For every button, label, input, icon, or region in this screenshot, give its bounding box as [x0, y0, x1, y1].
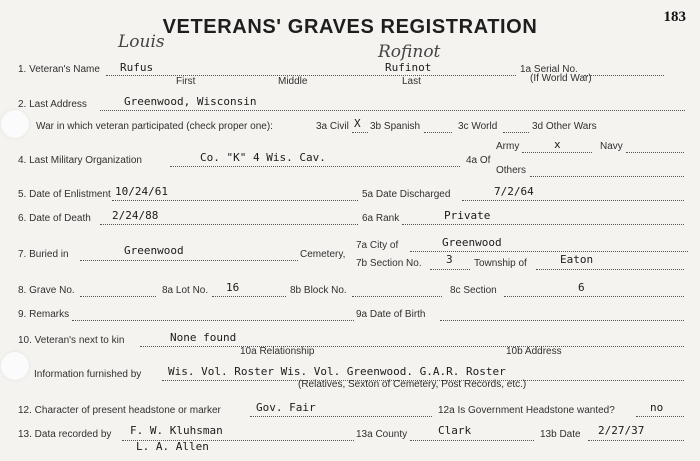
label-other-wars: 3d Other Wars — [532, 121, 597, 132]
others-line — [530, 176, 684, 177]
date-of-birth-line — [440, 320, 684, 321]
label-last: Last — [402, 76, 421, 87]
label-city: 7a City of — [356, 240, 399, 251]
value-furnished: Wis. Vol. Roster Wis. Vol. Greenwood. G.A.R. Roster — [168, 365, 506, 378]
label-relationship: 10a Relationship — [240, 346, 315, 357]
label-others: Others — [496, 165, 527, 176]
value-township: Eaton — [560, 253, 594, 266]
city-line — [410, 251, 688, 252]
label-cemetery: Cemetery, — [300, 249, 346, 260]
next-of-kin-line — [140, 346, 684, 347]
label-lot-no: 8a Lot No. — [162, 285, 209, 296]
lot-no-line — [212, 296, 286, 297]
value-city: Greenwood — [442, 236, 502, 249]
enlistment-line — [112, 200, 358, 201]
label-war-participated: War in which veteran participated (check proper one): — [36, 121, 273, 132]
value-county: Clark — [438, 424, 472, 437]
handwritten-last-name: Rofinot — [378, 42, 441, 62]
section-line — [504, 296, 684, 297]
value-lot: 16 — [226, 281, 240, 294]
rank-line — [402, 224, 684, 225]
govt-wanted-line — [636, 416, 684, 417]
label-address: 10b Address — [506, 346, 562, 357]
label-middle: Middle — [278, 76, 308, 87]
date-line — [588, 440, 684, 441]
value-military-org: Co. "K" 4 Wis. Cav. — [200, 151, 326, 164]
value-section-no: 3 — [446, 253, 453, 266]
value-first-name: Rufus — [120, 61, 154, 74]
world-line — [503, 132, 529, 133]
value-govt-wanted: no — [650, 401, 664, 414]
value-army-mark: x — [554, 138, 561, 151]
page-number: 183 — [663, 9, 686, 25]
label-buried-in: 7. Buried in — [18, 249, 69, 260]
county-line — [410, 440, 534, 441]
value-date: 2/27/37 — [598, 424, 645, 437]
label-information-furnished: Information furnished by — [34, 369, 142, 380]
value-recorded-by-1: F. W. Kluhsman — [130, 424, 223, 437]
spanish-line — [424, 132, 452, 133]
navy-line — [626, 152, 684, 153]
grave-no-line — [80, 296, 156, 297]
section-no-line — [430, 269, 470, 270]
value-last-name: Rufinot — [385, 61, 432, 74]
value-civil-mark: X — [354, 117, 361, 130]
value-enlistment: 10/24/61 — [115, 185, 168, 198]
value-buried: Greenwood — [124, 244, 184, 257]
label-death: 6. Date of Death — [18, 213, 91, 224]
label-headstone: 12. Character of present headstone or marker — [18, 405, 221, 416]
label-section: 8c Section — [450, 285, 497, 296]
label-last-military-org: 4. Last Military Organization — [18, 155, 142, 166]
township-line — [536, 269, 684, 270]
value-recorded-by-2: L. A. Allen — [136, 440, 209, 453]
label-date-of-birth: 9a Date of Birth — [356, 309, 426, 320]
label-serial-no: 1a Serial No. — [520, 64, 578, 75]
label-discharged: 5a Date Discharged — [362, 189, 451, 200]
label-first: First — [176, 76, 196, 87]
label-govt-headstone-wanted: 12a Is Government Headstone wanted? — [438, 405, 615, 416]
label-navy: Navy — [600, 141, 623, 152]
value-headstone: Gov. Fair — [256, 401, 316, 414]
block-no-line — [352, 296, 442, 297]
buried-line — [80, 260, 298, 261]
civil-line — [352, 132, 368, 133]
veteran-name-line — [106, 75, 516, 76]
label-county: 13a County — [356, 429, 408, 440]
label-remarks: 9. Remarks — [18, 309, 70, 320]
label-recorded-by: 13. Data recorded by — [18, 429, 112, 440]
label-grave-no: 8. Grave No. — [18, 285, 75, 296]
label-furnished-note: (Relatives, Sexton of Cemetery, Post Records, etc.) — [298, 379, 527, 390]
label-enlistment: 5. Date of Enlistment — [18, 189, 111, 200]
serial-no-line — [584, 75, 664, 76]
label-army: Army — [496, 141, 520, 152]
label-next-of-kin: 10. Veteran's next to kin — [18, 335, 125, 346]
form-title: VETERANS' GRAVES REGISTRATION — [162, 16, 538, 38]
label-section-no: 7b Section No. — [356, 258, 422, 269]
label-rank: 6a Rank — [362, 213, 400, 224]
label-of: 4a Of — [466, 155, 491, 166]
army-line — [522, 152, 592, 153]
value-next-of-kin: None found — [170, 331, 237, 344]
label-last-address: 2. Last Address — [18, 99, 87, 110]
label-township: Township of — [474, 258, 527, 269]
death-line — [100, 224, 358, 225]
headstone-line — [250, 416, 432, 417]
handwritten-first-name: Louis — [118, 32, 165, 52]
military-org-line — [170, 166, 460, 167]
label-civil: 3a Civil — [316, 121, 349, 132]
label-if-world-war: (If World War) — [530, 73, 592, 84]
label-date: 13b Date — [540, 429, 581, 440]
value-rank: Private — [444, 209, 491, 222]
discharged-line — [462, 200, 684, 201]
label-veteran-name: 1. Veteran's Name — [18, 64, 100, 75]
label-block-no: 8b Block No. — [290, 285, 347, 296]
label-world: 3c World — [458, 121, 498, 132]
punch-hole-bottom — [1, 352, 29, 380]
remarks-line — [72, 320, 354, 321]
last-address-line — [100, 110, 685, 111]
value-last-address: Greenwood, Wisconsin — [124, 95, 257, 108]
punch-hole-top — [1, 110, 29, 138]
value-section: 6 — [578, 281, 585, 294]
value-discharged: 7/2/64 — [494, 185, 534, 198]
value-death: 2/24/88 — [112, 209, 159, 222]
label-spanish: 3b Spanish — [370, 121, 421, 132]
